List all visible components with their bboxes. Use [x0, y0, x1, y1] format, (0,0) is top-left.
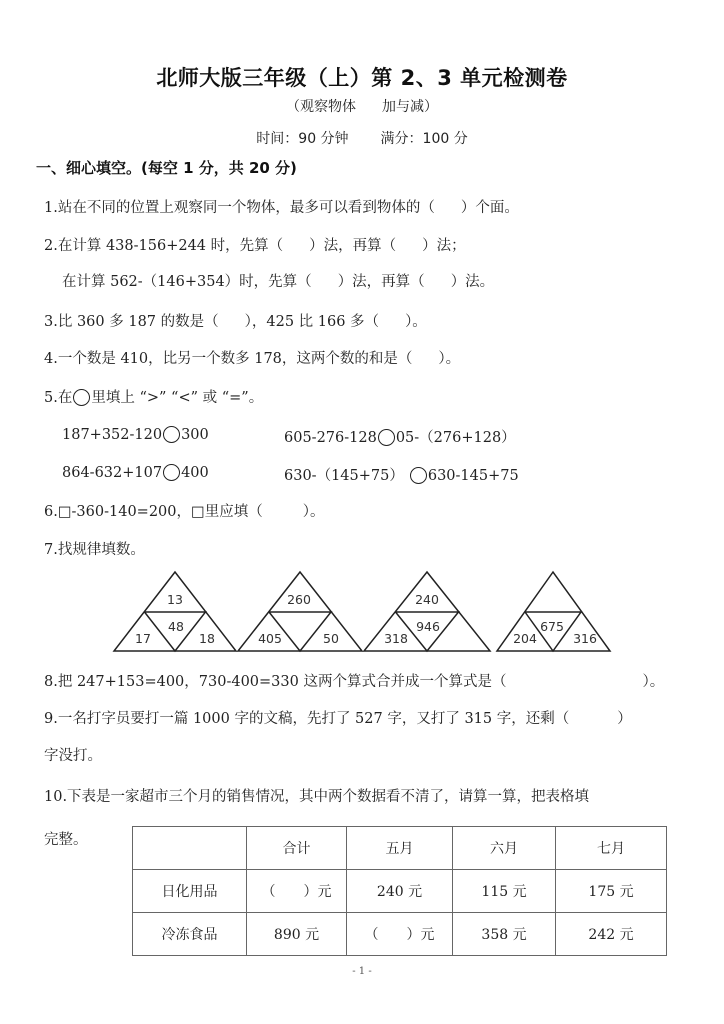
subtitle-part1: （观察物体 [286, 99, 356, 115]
circle-icon [73, 389, 90, 406]
q3-text: ）。 [405, 314, 427, 330]
tri1-left: 17 [135, 631, 151, 646]
subtitle [0, 96, 724, 116]
q2-text: ）法，再算（ [309, 238, 397, 254]
q2-text: 2.在计算 438-156+244 时，先算（ [44, 238, 284, 254]
page-number: - 1 - [352, 966, 372, 977]
compare-circle-input[interactable] [163, 464, 180, 481]
page-title: 北师大版三年级（上）第 2、3 单元检测卷 [156, 66, 568, 90]
q5-expr-right: 630-145+75 [427, 468, 519, 484]
q5-expr-left: 630-（145+75） [284, 468, 404, 484]
q6-text: ）。 [302, 504, 325, 520]
triangle-3 [364, 572, 490, 651]
q4-text: 4.一个数是 410，比另一个数多 178，这两个数的和是（ [44, 351, 413, 367]
tri1-right: 18 [199, 631, 215, 646]
question-10-line-2: 完整。 [44, 832, 88, 848]
question-2-line-1 [44, 234, 466, 255]
tri4-center: 675 [540, 619, 564, 634]
exam-meta [0, 128, 724, 148]
time-limit: 时间：90 分钟 [256, 131, 349, 147]
q8-text: 8.把 247+153=400，730-400=330 这两个算式合并成一个算式是（ [44, 674, 507, 690]
number-pattern-triangles [0, 568, 724, 658]
tri1-top: 13 [167, 592, 183, 607]
question-2-line-2 [62, 270, 494, 291]
tri3-top: 240 [415, 592, 439, 607]
compare-circle-input[interactable] [378, 429, 395, 446]
table-cell: 890 元 [247, 913, 347, 956]
full-score: 满分：100 分 [380, 131, 468, 147]
question-9-line-2: 字没打。 [44, 748, 102, 764]
q5-expr-left: 605-276-128 [284, 430, 377, 446]
question-3 [44, 310, 427, 331]
q5-item-4 [284, 464, 519, 485]
question-7: 7.找规律填数。 [44, 542, 145, 558]
tri3-left: 318 [384, 631, 408, 646]
table-cell: 242 元 [556, 913, 667, 956]
table-row [133, 913, 667, 956]
tri1-center: 48 [168, 619, 184, 634]
question-8 [44, 670, 664, 691]
table-header-cell [133, 827, 247, 870]
q5-expr-left: 864-632+107 [62, 465, 163, 481]
q5-item-1 [62, 426, 209, 443]
q5-item-3 [62, 464, 209, 481]
tri4-left: 204 [513, 631, 537, 646]
q5-item-2 [284, 426, 516, 447]
table-header-cell: 五月 [347, 827, 453, 870]
question-1 [44, 196, 519, 217]
question-4 [44, 347, 460, 368]
subtitle-part2: 加与减） [382, 99, 438, 115]
q4-text: ）。 [438, 351, 461, 367]
question-5 [44, 386, 263, 407]
sales-table [132, 826, 667, 956]
tri3-center: 946 [416, 619, 440, 634]
q3-text: 3.比 360 多 187 的数是（ [44, 314, 219, 330]
q9-text: ） [617, 711, 632, 727]
q5-expr-right: 300 [181, 427, 209, 443]
tri4-right: 316 [573, 631, 597, 646]
compare-circle-input[interactable] [163, 426, 180, 443]
q2-text: ）法。 [450, 274, 495, 290]
q5-text: 5.在 [44, 390, 73, 406]
table-cell-blank[interactable]: （ ）元 [347, 913, 453, 956]
question-10: 10.下表是一家超市三个月的销售情况，其中两个数据看不清了，请算一算，把表格填 [44, 789, 590, 805]
tri2-top: 260 [287, 592, 311, 607]
q1-text-end: ）个面。 [460, 200, 519, 216]
table-header-row [133, 827, 667, 870]
q5-expr-right: 400 [181, 465, 209, 481]
tri2-right: 50 [323, 631, 339, 646]
q5-text: 里填上 “>” “<” 或 “=”。 [91, 390, 264, 406]
q2-text: ）法，再算（ [337, 274, 425, 290]
q9-text: 9.一名打字员要打一篇 1000 字的文稿，先打了 527 字，又打了 315 字，还剩（ [44, 711, 570, 727]
triangles-svg [0, 568, 724, 658]
section-heading: 一、细心填空。(每空 1 分，共 20 分) [36, 159, 297, 177]
table-cell: 240 元 [347, 870, 453, 913]
table-cell: 175 元 [556, 870, 667, 913]
q1-text: 1.站在不同的位置上观察同一个物体，最多可以看到物体的（ [44, 200, 435, 216]
table-cell: 115 元 [453, 870, 556, 913]
q2-text: 在计算 562-（146+354）时，先算（ [62, 274, 312, 290]
q8-text: ）。 [642, 674, 665, 690]
q5-expr-right: 05-（276+128） [395, 430, 516, 446]
table-header-cell: 合计 [247, 827, 347, 870]
tri2-left: 405 [258, 631, 282, 646]
q3-text: ），425 比 166 多（ [244, 314, 380, 330]
q6-text: 6.□-360-140=200，□里应填（ [44, 504, 263, 520]
table-cell-blank[interactable]: （ ）元 [247, 870, 347, 913]
table-header-cell: 七月 [556, 827, 667, 870]
table-header-cell: 六月 [453, 827, 556, 870]
question-6 [44, 500, 324, 521]
triangle-2 [238, 572, 362, 651]
compare-circle-input[interactable] [410, 467, 427, 484]
q2-text: ）法； [422, 238, 466, 254]
table-cell-label: 冷冻食品 [133, 913, 247, 956]
table-cell: 358 元 [453, 913, 556, 956]
triangle-1 [114, 572, 236, 651]
q5-expr-left: 187+352-120 [62, 427, 163, 443]
table-cell-label: 日化用品 [133, 870, 247, 913]
table-row [133, 870, 667, 913]
question-9 [44, 707, 632, 728]
